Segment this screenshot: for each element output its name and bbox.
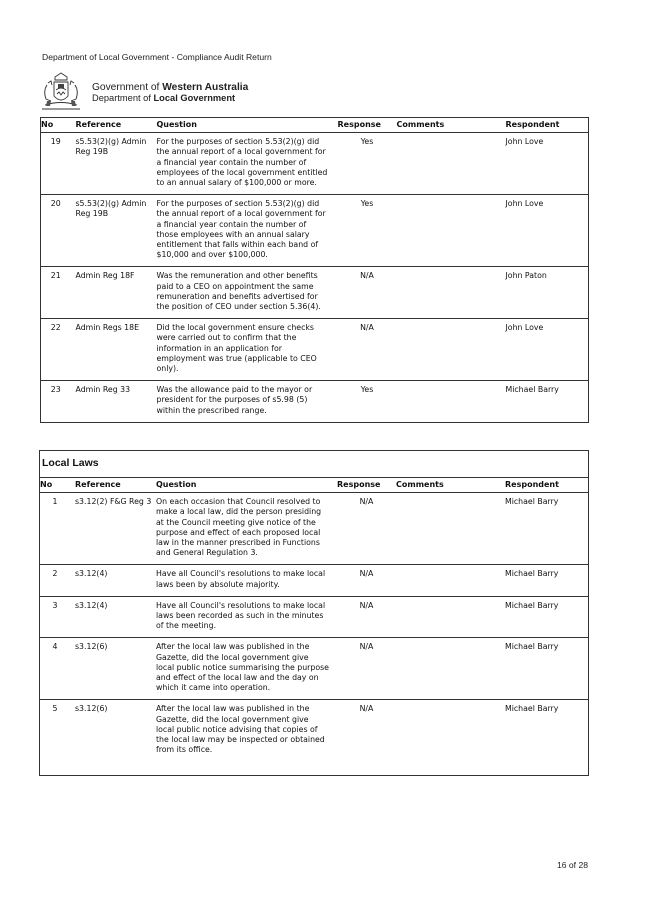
table-header-row (41, 118, 589, 133)
col-header-respondent: Respondent (500, 478, 588, 493)
row-respondent: John Love (501, 319, 589, 381)
col-header-response: Response (337, 478, 396, 493)
row-respondent: Michael Barry (505, 704, 559, 714)
col-header-no: No (41, 118, 71, 133)
row-comments (396, 565, 500, 596)
table-row (40, 596, 588, 638)
row-number: 23 (50, 385, 61, 395)
row-number: 4 (40, 638, 70, 700)
row-respondent: Michael Barry (500, 565, 588, 596)
compliance-table-continued (40, 117, 589, 423)
table-row (41, 319, 589, 381)
row-question: Have all Council's resolutions to make local laws been by absolute majority. (156, 565, 337, 596)
row-question: On each occasion that Council resolved to make a local law, did the person presiding at the Council meeting give notice of the purpose and effect of each proposed local law in the manner prescribed in Functions and General Regulation 3. (156, 493, 337, 565)
row-number: 21 (41, 267, 71, 319)
row-reference: s3.12(2) F&G Reg 3 (70, 493, 156, 565)
row-comments (396, 596, 500, 638)
row-comments (397, 195, 501, 267)
row-respondent: Michael Barry (505, 385, 559, 395)
table-row (40, 638, 588, 700)
table-row (41, 381, 589, 423)
col-header-respondent: Respondent (501, 118, 589, 133)
wa-coat-of-arms-logo (38, 71, 84, 113)
section-title-local-laws: Local Laws (42, 457, 99, 469)
row-reference: s5.53(2)(g) Admin Reg 19B (71, 195, 157, 267)
row-question: Was the remuneration and other benefits paid to a CEO on appointment the same remuneration and benefits advertised for the position of CEO under section 5.36(4). (157, 267, 338, 319)
row-comments (397, 133, 501, 195)
row-comments (396, 638, 500, 700)
row-question: For the purposes of section 5.53(2)(g) did the annual report of a local government for a financial year contain the number of employees of the local government entitled to an annual salary of $100,000 or more. (157, 133, 338, 195)
row-respondent: John Love (501, 133, 589, 195)
row-number: 19 (41, 133, 71, 195)
row-respondent: Michael Barry (500, 638, 588, 700)
department-name: Department of Local Government (92, 93, 236, 103)
row-reference: s3.12(6) (70, 638, 156, 700)
col-header-reference: Reference (71, 118, 157, 133)
row-comments (397, 267, 501, 319)
col-header-response: Response (338, 118, 397, 133)
col-header-question: Question (157, 118, 338, 133)
row-response: N/A (337, 638, 396, 700)
row-question: Have all Council's resolutions to make local laws been recorded as such in the minutes of the meeting. (156, 596, 337, 638)
row-comments (397, 381, 501, 423)
row-number: 3 (40, 596, 70, 638)
table-row (40, 493, 588, 565)
row-reference: s3.12(6) (75, 704, 108, 714)
row-question: After the local law was published in the Gazette, did the local government give local public notice advising that copies of the local law may be inspected or obtained from its office. (156, 704, 325, 755)
table-row (41, 133, 589, 195)
government-block (92, 83, 248, 103)
row-response: Yes (338, 195, 397, 267)
row-response: N/A (338, 319, 397, 381)
local-laws-table (40, 477, 588, 761)
row-comments (397, 319, 501, 381)
row-comments (396, 700, 500, 762)
row-number: 1 (40, 493, 70, 565)
col-header-comments: Comments (397, 118, 501, 133)
row-question: For the purposes of section 5.53(2)(g) did the annual report of a local government for a financial year contain the number of those employees with an annual salary entitlement that falls within each band of $10,000 and over $100,000. (157, 195, 338, 267)
row-reference: s3.12(4) (70, 565, 156, 596)
table-row (41, 267, 589, 319)
table-row (41, 195, 589, 267)
table-row (40, 700, 588, 762)
row-number: 22 (41, 319, 71, 381)
row-reference: Admin Regs 18E (71, 319, 157, 381)
row-reference: s5.53(2)(g) Admin Reg 19B (71, 133, 157, 195)
table-row (40, 565, 588, 596)
col-header-no: No (40, 478, 70, 493)
row-respondent: John Paton (501, 267, 589, 319)
row-question: Was the allowance paid to the mayor or president for the purposes of s5.98 (5) within the prescribed range. (156, 385, 313, 415)
government-name: Government of Western Australia (92, 82, 249, 93)
row-number: 20 (41, 195, 71, 267)
row-response: Yes (360, 385, 374, 395)
document-header-title: Department of Local Government - Compliance Audit Return (42, 52, 272, 62)
col-header-question: Question (156, 478, 337, 493)
row-number: 2 (40, 565, 70, 596)
row-response: N/A (337, 596, 396, 638)
row-response: N/A (337, 493, 396, 565)
row-respondent: Michael Barry (500, 493, 588, 565)
row-reference: s3.12(4) (70, 596, 156, 638)
table-header-row (40, 478, 588, 493)
row-response: Yes (338, 133, 397, 195)
col-header-comments: Comments (396, 478, 500, 493)
row-question: Did the local government ensure checks were carried out to confirm that the information in an application for employment was true (applicable to CEO only). (157, 319, 338, 381)
row-question: After the local law was published in the Gazette, did the local government give local public notice summarising the purpose and effect of the local law and the day on which it came into operation. (156, 638, 337, 700)
row-reference: Admin Reg 18F (71, 267, 157, 319)
row-respondent: John Love (501, 195, 589, 267)
row-comments (396, 493, 500, 565)
row-respondent: Michael Barry (500, 596, 588, 638)
col-header-reference: Reference (70, 478, 156, 493)
row-response: N/A (338, 267, 397, 319)
row-response: N/A (337, 565, 396, 596)
row-number: 5 (52, 704, 58, 714)
row-reference: Admin Reg 33 (75, 385, 131, 395)
row-response: N/A (359, 704, 374, 714)
page-number: 16 of 28 (556, 860, 588, 870)
